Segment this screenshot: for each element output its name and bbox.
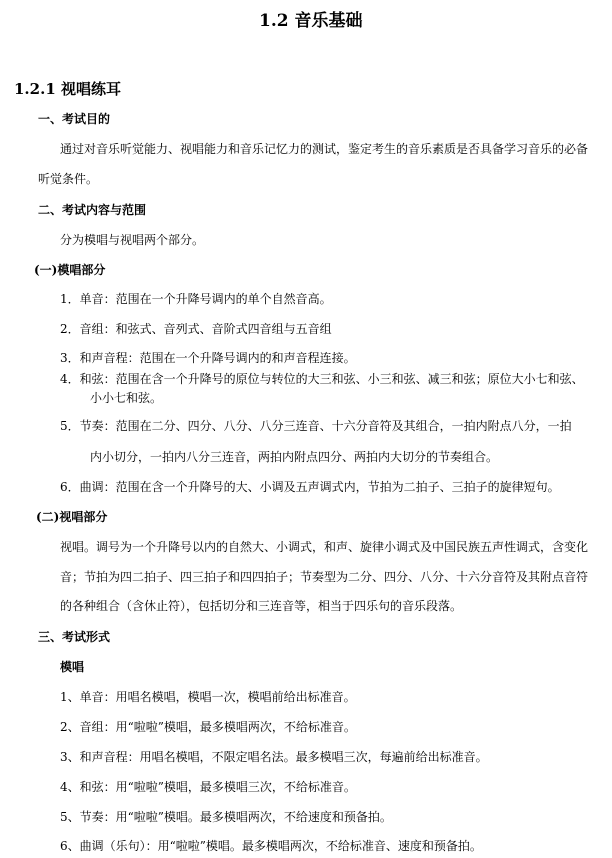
list-item: 4．和弦：范围在含一个升降号的原位与转位的大三和弦、小三和弦、减三和弦；原位大小七和弦、 <box>60 372 584 386</box>
heading-exam-content: 二、考试内容与范围 <box>38 203 147 217</box>
list-item: 1．单音：范围在一个升降号调内的单个自然音高。 <box>60 292 332 306</box>
heading-exam-purpose: 一、考试目的 <box>38 112 111 126</box>
subheading-imitation: (一)模唱部分 <box>34 263 106 277</box>
list-item: 5、节奏：用“啦啦”模唱。最多模唱两次，不给速度和预备拍。 <box>60 810 392 824</box>
list-item: 5．节奏：范围在二分、四分、八分、八分三连音、十六分音符及其组合，一拍内附点八分，一拍 <box>60 419 572 433</box>
paragraph-line: 通过对音乐听觉能力、视唱能力和音乐记忆力的测试，鉴定考生的音乐素质是否具备学习音乐的必备 <box>60 142 589 156</box>
page-title: 1.2 音乐基础 <box>259 11 363 31</box>
paragraph-line: 视唱。调号为一个升降号以内的自然大、小调式，和声、旋律小调式及中国民族五声性调式，含变化 <box>60 540 589 554</box>
paragraph-line: 的各种组合（含休止符），包括切分和三连音等，相当于四乐句的音乐段落。 <box>60 599 463 613</box>
subheading-sight-singing: (二)视唱部分 <box>36 510 108 524</box>
list-item: 4、和弦：用“啦啦”模唱，最多模唱三次，不给标准音。 <box>60 780 356 794</box>
list-item: 1、单音：用唱名模唱，模唱一次，模唱前给出标准音。 <box>60 690 356 704</box>
list-item: 6、曲调（乐句）：用“啦啦”模唱。最多模唱两次，不给标准音、速度和预备拍。 <box>60 839 482 853</box>
list-item-continuation: 内小切分，一拍内八分三连音，两拍内附点四分、两拍内大切分的节奏组合。 <box>90 450 499 464</box>
list-item: 2、音组：用“啦啦”模唱，最多模唱两次，不给标准音。 <box>60 720 356 734</box>
paragraph-line: 分为模唱与视唱两个部分。 <box>60 233 205 247</box>
list-item-continuation: 小小七和弦。 <box>90 391 163 405</box>
subheading-imitation-format: 模唱 <box>60 660 85 674</box>
paragraph-line: 听觉条件。 <box>38 172 99 186</box>
list-item: 3．和声音程：范围在一个升降号调内的和声音程连接。 <box>60 351 356 365</box>
list-item: 6．曲调：范围在含一个升降号的大、小调及五声调式内，节拍为二拍子、三拍子的旋律短句。 <box>60 480 560 494</box>
paragraph-line: 音；节拍为四二拍子、四三拍子和四四拍子；节奏型为二分、四分、八分、十六分音符及其附点音符 <box>60 570 589 584</box>
heading-exam-format: 三、考试形式 <box>38 630 111 644</box>
list-item: 3、和声音程：用唱名模唱，不限定唱名法。最多模唱三次，每遍前给出标准音。 <box>60 750 488 764</box>
list-item: 2．音组：和弦式、音列式、音阶式四音组与五音组 <box>60 322 332 336</box>
section-heading: 1.2.1 视唱练耳 <box>14 80 121 98</box>
